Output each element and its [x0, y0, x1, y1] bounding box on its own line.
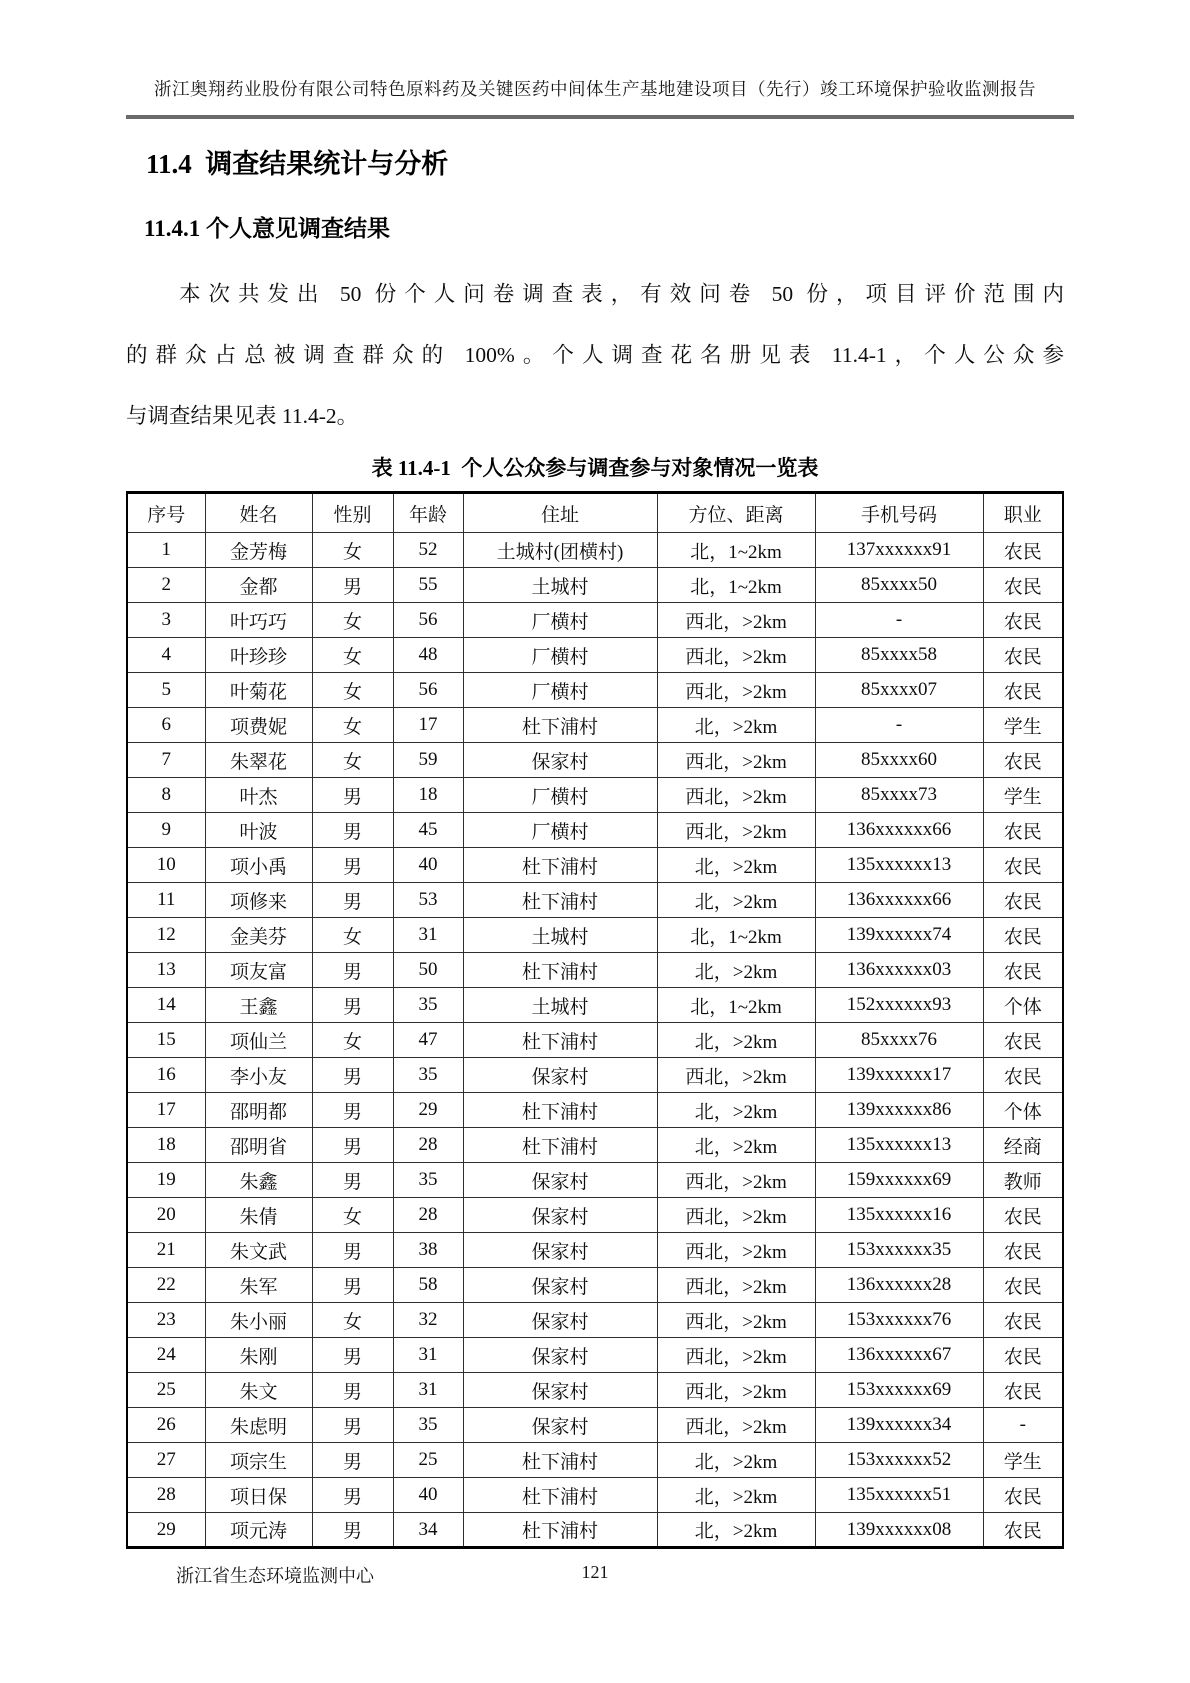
table-cell: 13 — [127, 953, 205, 988]
table-cell: 项修来 — [205, 883, 312, 918]
table-cell: 西北，>2km — [657, 1408, 815, 1443]
table-cell: 西北，>2km — [657, 743, 815, 778]
table-cell: 北，>2km — [657, 1093, 815, 1128]
table-cell: 11 — [127, 883, 205, 918]
table-row — [127, 848, 1063, 883]
table-cell: 25 — [393, 1443, 463, 1478]
table-cell: 李小友 — [205, 1058, 312, 1093]
table-cell: 朱虑明 — [205, 1408, 312, 1443]
table-cell: 保家村 — [463, 1233, 657, 1268]
paragraph-line: 的群众占总被调查群众的 100%。个人调查花名册见表 11.4-1，个人公众参 — [126, 343, 1064, 367]
table-cell: 85xxxx60 — [815, 743, 983, 778]
table-cell: 8 — [127, 778, 205, 813]
table-header-cell: 手机号码 — [815, 493, 983, 533]
table-cell: 农民 — [983, 953, 1063, 988]
table-cell: 农民 — [983, 1303, 1063, 1338]
table-cell: 北，1~2km — [657, 568, 815, 603]
table-row — [127, 533, 1063, 568]
table-title: 表 11.4-1 个人公众参与调查参与对象情况一览表 — [371, 456, 819, 480]
page-content — [126, 142, 1064, 1588]
table-cell: 农民 — [983, 568, 1063, 603]
table-cell: 农民 — [983, 1338, 1063, 1373]
table-cell: 保家村 — [463, 1268, 657, 1303]
table-cell: 保家村 — [463, 1163, 657, 1198]
table-cell: 厂横村 — [463, 673, 657, 708]
table-cell: 40 — [393, 848, 463, 883]
survey-participants-table — [126, 491, 1064, 1549]
table-cell: 学生 — [983, 708, 1063, 743]
table-cell: 136xxxxxx67 — [815, 1338, 983, 1373]
table-cell: 北，1~2km — [657, 988, 815, 1023]
table-cell: 北，1~2km — [657, 533, 815, 568]
table-cell: 47 — [393, 1023, 463, 1058]
table-row — [127, 568, 1063, 603]
table-cell: 女 — [312, 743, 393, 778]
table-cell: 38 — [393, 1233, 463, 1268]
table-cell: 保家村 — [463, 1198, 657, 1233]
table-cell: 杜下浦村 — [463, 1513, 657, 1548]
table-row — [127, 1058, 1063, 1093]
table-cell: 35 — [393, 1408, 463, 1443]
table-cell: 20 — [127, 1198, 205, 1233]
table-cell: 厂横村 — [463, 778, 657, 813]
table-cell: 北，>2km — [657, 1023, 815, 1058]
table-row — [127, 988, 1063, 1023]
table-cell: 135xxxxxx13 — [815, 1128, 983, 1163]
table-cell: 35 — [393, 1163, 463, 1198]
table-cell: 杜下浦村 — [463, 1023, 657, 1058]
table-cell: 50 — [393, 953, 463, 988]
table-cell: 28 — [393, 1128, 463, 1163]
table-cell: 北，>2km — [657, 1478, 815, 1513]
table-header-cell: 年龄 — [393, 493, 463, 533]
table-cell: 男 — [312, 1408, 393, 1443]
table-row — [127, 1023, 1063, 1058]
table-header-cell: 序号 — [127, 493, 205, 533]
table-cell: 男 — [312, 988, 393, 1023]
table-cell: 31 — [393, 1338, 463, 1373]
table-cell: 杜下浦村 — [463, 1093, 657, 1128]
table-cell: 农民 — [983, 1268, 1063, 1303]
table-cell: 28 — [127, 1478, 205, 1513]
table-cell: 农民 — [983, 1513, 1063, 1548]
table-cell: 男 — [312, 1128, 393, 1163]
table-cell: 153xxxxxx52 — [815, 1443, 983, 1478]
table-cell: 153xxxxxx35 — [815, 1233, 983, 1268]
footer-organization: 浙江省生态环境监测中心 — [176, 1566, 374, 1586]
table-row — [127, 1513, 1063, 1548]
table-cell: 男 — [312, 1058, 393, 1093]
table-cell: 邵明都 — [205, 1093, 312, 1128]
table-cell: 135xxxxxx16 — [815, 1198, 983, 1233]
table-cell: 男 — [312, 1163, 393, 1198]
header-rule — [126, 115, 1074, 119]
table-cell: 北，>2km — [657, 1513, 815, 1548]
table-cell: 个体 — [983, 988, 1063, 1023]
table-row — [127, 883, 1063, 918]
table-cell: 西北，>2km — [657, 673, 815, 708]
table-header-cell: 方位、距离 — [657, 493, 815, 533]
table-cell: 北，>2km — [657, 848, 815, 883]
table-cell: 北，>2km — [657, 708, 815, 743]
table-cell: 85xxxx07 — [815, 673, 983, 708]
table-cell: 19 — [127, 1163, 205, 1198]
table-cell: 杜下浦村 — [463, 1478, 657, 1513]
table-cell: 叶波 — [205, 813, 312, 848]
table-cell: 西北，>2km — [657, 778, 815, 813]
table-cell: 土城村 — [463, 568, 657, 603]
table-cell: 1 — [127, 533, 205, 568]
table-cell: 24 — [127, 1338, 205, 1373]
table-cell: 29 — [127, 1513, 205, 1548]
table-cell: 28 — [393, 1198, 463, 1233]
table-row — [127, 708, 1063, 743]
table-cell: 保家村 — [463, 1338, 657, 1373]
table-cell: 教师 — [983, 1163, 1063, 1198]
table-cell: 西北，>2km — [657, 638, 815, 673]
table-cell: 52 — [393, 533, 463, 568]
table-cell: 136xxxxxx66 — [815, 813, 983, 848]
table-cell: 西北，>2km — [657, 1233, 815, 1268]
table-cell: 16 — [127, 1058, 205, 1093]
page-footer — [126, 1562, 1064, 1588]
table-cell: 59 — [393, 743, 463, 778]
table-cell: 西北，>2km — [657, 813, 815, 848]
table-cell: 项宗生 — [205, 1443, 312, 1478]
table-cell: 农民 — [983, 743, 1063, 778]
section-heading: 11.4 调查结果统计与分析 — [146, 149, 449, 179]
table-cell: 杜下浦村 — [463, 848, 657, 883]
table-cell: 85xxxx73 — [815, 778, 983, 813]
table-cell: 农民 — [983, 1373, 1063, 1408]
table-row — [127, 1163, 1063, 1198]
table-cell: 17 — [127, 1093, 205, 1128]
page-header: 浙江奥翔药业股份有限公司特色原料药及关键医药中间体生产基地建设项目（先行）竣工环境保护验收监测报告 — [154, 79, 1036, 99]
table-row — [127, 778, 1063, 813]
table-header-row — [127, 493, 1063, 533]
table-cell: 项费妮 — [205, 708, 312, 743]
paragraph-line: 本次共发出 50 份个人问卷调查表，有效问卷 50 份，项目评价范围内 — [179, 282, 1064, 306]
table-cell: 18 — [127, 1128, 205, 1163]
table-cell: 项日保 — [205, 1478, 312, 1513]
table-row — [127, 1268, 1063, 1303]
table-cell: 17 — [393, 708, 463, 743]
table-cell: 男 — [312, 778, 393, 813]
paragraph-line: 与调查结果见表 11.4-2。 — [126, 404, 359, 428]
table-cell: 152xxxxxx93 — [815, 988, 983, 1023]
table-cell: 2 — [127, 568, 205, 603]
table-cell: 男 — [312, 1093, 393, 1128]
table-cell: 农民 — [983, 883, 1063, 918]
table-header-cell: 住址 — [463, 493, 657, 533]
table-cell: 女 — [312, 1198, 393, 1233]
table-cell: 保家村 — [463, 1058, 657, 1093]
table-cell: 21 — [127, 1233, 205, 1268]
table-cell: 叶杰 — [205, 778, 312, 813]
table-cell: 136xxxxxx66 — [815, 883, 983, 918]
table-cell: 9 — [127, 813, 205, 848]
table-cell: 厂横村 — [463, 813, 657, 848]
table-cell: 10 — [127, 848, 205, 883]
table-cell: 85xxxx76 — [815, 1023, 983, 1058]
table-cell: 西北，>2km — [657, 1058, 815, 1093]
table-cell: 女 — [312, 638, 393, 673]
table-cell: 项仙兰 — [205, 1023, 312, 1058]
table-row — [127, 1338, 1063, 1373]
table-cell: 厂横村 — [463, 638, 657, 673]
table-cell: 26 — [127, 1408, 205, 1443]
table-row — [127, 1093, 1063, 1128]
table-cell: 女 — [312, 1023, 393, 1058]
table-cell: 保家村 — [463, 1303, 657, 1338]
table-cell: 厂横村 — [463, 603, 657, 638]
table-cell: 金芳梅 — [205, 533, 312, 568]
table-cell: 北，>2km — [657, 883, 815, 918]
table-cell: 西北，>2km — [657, 1268, 815, 1303]
table-cell: 15 — [127, 1023, 205, 1058]
table-cell: 朱鑫 — [205, 1163, 312, 1198]
table-cell: 女 — [312, 673, 393, 708]
table-cell: 朱军 — [205, 1268, 312, 1303]
table-cell: 朱刚 — [205, 1338, 312, 1373]
table-cell: 34 — [393, 1513, 463, 1548]
table-cell: 西北，>2km — [657, 1198, 815, 1233]
table-cell: 朱翠花 — [205, 743, 312, 778]
table-cell: 35 — [393, 1058, 463, 1093]
table-cell: 项元涛 — [205, 1513, 312, 1548]
table-row — [127, 1128, 1063, 1163]
table-cell: 农民 — [983, 603, 1063, 638]
table-cell: 杜下浦村 — [463, 1443, 657, 1478]
table-cell: 叶菊花 — [205, 673, 312, 708]
table-cell: 139xxxxxx74 — [815, 918, 983, 953]
table-cell: 男 — [312, 883, 393, 918]
table-cell: 保家村 — [463, 1408, 657, 1443]
table-cell: 135xxxxxx13 — [815, 848, 983, 883]
table-row — [127, 1303, 1063, 1338]
table-cell: 农民 — [983, 813, 1063, 848]
table-cell: 18 — [393, 778, 463, 813]
table-cell: 女 — [312, 708, 393, 743]
table-cell: 23 — [127, 1303, 205, 1338]
table-row — [127, 1373, 1063, 1408]
table-cell: 5 — [127, 673, 205, 708]
table-row — [127, 743, 1063, 778]
table-cell: 男 — [312, 1338, 393, 1373]
table-cell: 男 — [312, 1373, 393, 1408]
table-cell: 农民 — [983, 1198, 1063, 1233]
table-row — [127, 953, 1063, 988]
table-row — [127, 673, 1063, 708]
table-row — [127, 603, 1063, 638]
table-cell: 叶珍珍 — [205, 638, 312, 673]
table-header-cell: 性别 — [312, 493, 393, 533]
table-cell: 杜下浦村 — [463, 1128, 657, 1163]
table-cell: 男 — [312, 953, 393, 988]
table-cell: 男 — [312, 1268, 393, 1303]
table-cell: 85xxxx50 — [815, 568, 983, 603]
table-cell: 31 — [393, 1373, 463, 1408]
table-cell: 29 — [393, 1093, 463, 1128]
table-cell: 农民 — [983, 533, 1063, 568]
table-cell: 保家村 — [463, 743, 657, 778]
table-cell: 153xxxxxx69 — [815, 1373, 983, 1408]
table-cell: 139xxxxxx08 — [815, 1513, 983, 1548]
table-cell: 金美芬 — [205, 918, 312, 953]
table-row — [127, 813, 1063, 848]
table-cell: 朱倩 — [205, 1198, 312, 1233]
table-row — [127, 638, 1063, 673]
table-cell: 139xxxxxx86 — [815, 1093, 983, 1128]
table-header-cell: 姓名 — [205, 493, 312, 533]
table-row — [127, 1408, 1063, 1443]
table-cell: 西北，>2km — [657, 603, 815, 638]
table-cell: 女 — [312, 1303, 393, 1338]
table-cell: 45 — [393, 813, 463, 848]
table-cell: 北，>2km — [657, 1443, 815, 1478]
table-cell: 土城村 — [463, 988, 657, 1023]
table-cell: 北，>2km — [657, 953, 815, 988]
table-cell: 朱文武 — [205, 1233, 312, 1268]
table-cell: 男 — [312, 1513, 393, 1548]
table-cell: 西北，>2km — [657, 1303, 815, 1338]
table-cell: 31 — [393, 918, 463, 953]
table-cell: 56 — [393, 673, 463, 708]
table-cell: 杜下浦村 — [463, 953, 657, 988]
table-cell: 男 — [312, 1443, 393, 1478]
table-cell: 杜下浦村 — [463, 883, 657, 918]
table-body — [127, 533, 1063, 1548]
table-cell: 136xxxxxx03 — [815, 953, 983, 988]
table-cell: 27 — [127, 1443, 205, 1478]
table-row — [127, 1233, 1063, 1268]
table-cell: - — [983, 1408, 1063, 1443]
table-cell: 农民 — [983, 1058, 1063, 1093]
table-cell: 项小禹 — [205, 848, 312, 883]
table-row — [127, 918, 1063, 953]
table-cell: 学生 — [983, 778, 1063, 813]
table-cell: 4 — [127, 638, 205, 673]
table-cell: 农民 — [983, 673, 1063, 708]
table-cell: 48 — [393, 638, 463, 673]
table-cell: 男 — [312, 813, 393, 848]
table-row — [127, 1478, 1063, 1513]
table-cell: 王鑫 — [205, 988, 312, 1023]
table-cell: 135xxxxxx51 — [815, 1478, 983, 1513]
table-cell: 农民 — [983, 918, 1063, 953]
table-cell: 男 — [312, 1478, 393, 1513]
table-cell: 男 — [312, 848, 393, 883]
table-row — [127, 1443, 1063, 1478]
table-cell: 3 — [127, 603, 205, 638]
table-cell: 22 — [127, 1268, 205, 1303]
table-cell: 6 — [127, 708, 205, 743]
table-row — [127, 1198, 1063, 1233]
table-cell: 金都 — [205, 568, 312, 603]
table-cell: 保家村 — [463, 1373, 657, 1408]
table-cell: 农民 — [983, 848, 1063, 883]
table-cell: 农民 — [983, 1233, 1063, 1268]
table-cell: 85xxxx58 — [815, 638, 983, 673]
table-cell: - — [815, 708, 983, 743]
table-cell: 137xxxxxx91 — [815, 533, 983, 568]
table-cell: 139xxxxxx17 — [815, 1058, 983, 1093]
table-cell: 35 — [393, 988, 463, 1023]
table-cell: 139xxxxxx34 — [815, 1408, 983, 1443]
table-cell: 朱小丽 — [205, 1303, 312, 1338]
table-cell: 女 — [312, 603, 393, 638]
table-cell: 土城村(团横村) — [463, 533, 657, 568]
table-cell: - — [815, 603, 983, 638]
table-cell: 56 — [393, 603, 463, 638]
table-cell: 朱文 — [205, 1373, 312, 1408]
table-cell: 12 — [127, 918, 205, 953]
table-cell: 项友富 — [205, 953, 312, 988]
table-cell: 农民 — [983, 1478, 1063, 1513]
subsection-heading: 11.4.1 个人意见调查结果 — [144, 216, 390, 241]
table-cell: 农民 — [983, 638, 1063, 673]
table-cell: 159xxxxxx69 — [815, 1163, 983, 1198]
table-cell: 杜下浦村 — [463, 708, 657, 743]
table-cell: 男 — [312, 568, 393, 603]
table-cell: 40 — [393, 1478, 463, 1513]
table-cell: 25 — [127, 1373, 205, 1408]
table-cell: 153xxxxxx76 — [815, 1303, 983, 1338]
table-cell: 北，>2km — [657, 1128, 815, 1163]
page-number: 121 — [581, 1562, 609, 1582]
table-cell: 北，1~2km — [657, 918, 815, 953]
table-cell: 53 — [393, 883, 463, 918]
table-cell: 农民 — [983, 1023, 1063, 1058]
table-cell: 土城村 — [463, 918, 657, 953]
table-cell: 西北，>2km — [657, 1163, 815, 1198]
table-cell: 32 — [393, 1303, 463, 1338]
table-cell: 7 — [127, 743, 205, 778]
body-paragraph — [126, 264, 1064, 447]
table-cell: 58 — [393, 1268, 463, 1303]
table-cell: 叶巧巧 — [205, 603, 312, 638]
table-cell: 经商 — [983, 1128, 1063, 1163]
table-cell: 14 — [127, 988, 205, 1023]
table-cell: 学生 — [983, 1443, 1063, 1478]
table-cell: 136xxxxxx28 — [815, 1268, 983, 1303]
table-header-cell: 职业 — [983, 493, 1063, 533]
table-cell: 个体 — [983, 1093, 1063, 1128]
table-cell: 女 — [312, 918, 393, 953]
table-cell: 邵明省 — [205, 1128, 312, 1163]
table-cell: 55 — [393, 568, 463, 603]
table-cell: 西北，>2km — [657, 1373, 815, 1408]
table-cell: 男 — [312, 1233, 393, 1268]
table-cell: 女 — [312, 533, 393, 568]
table-cell: 西北，>2km — [657, 1338, 815, 1373]
